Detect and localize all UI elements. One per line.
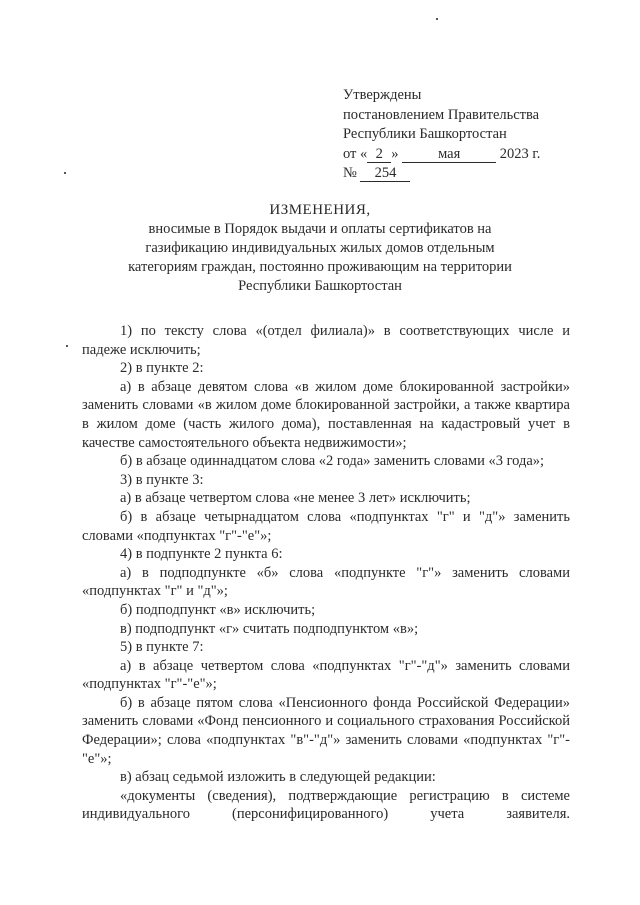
- paragraph: 5) в пункте 7:: [120, 639, 204, 656]
- approval-line: постановлением Правительства: [343, 106, 540, 123]
- paragraph: 1) по тексту слова «(отдел филиала)» в соответствующих числе и падеже исключить;: [82, 323, 570, 358]
- date-month: мая: [402, 147, 496, 163]
- document-title: ИЗМЕНЕНИЯ,: [269, 202, 371, 218]
- number-prefix: №: [343, 165, 357, 181]
- paragraph: б) в абзаце одиннадцатом слова «2 года» заменить словами «3 года»;: [120, 453, 545, 470]
- number-value: 254: [360, 166, 410, 182]
- approval-number: [343, 164, 540, 184]
- paragraph: а) в абзаце четвертом слова «не менее 3 лет» исключить;: [120, 490, 471, 507]
- paragraph: «документы (сведения), подтверждающие регистрацию в системе индивидуального (персонифицированного) учета заявителя.: [82, 787, 570, 823]
- date-mid: »: [391, 145, 399, 162]
- paragraph: б) подподпункт «в» исключить;: [120, 601, 316, 618]
- subtitle-line: категориям граждан, постоянно проживающим на территории: [128, 259, 512, 275]
- date-prefix: от «: [343, 145, 368, 162]
- subtitle-line: газификацию индивидуальных жилых домов отдельным: [145, 240, 495, 256]
- approval-line: Республики Башкортостан: [343, 126, 507, 142]
- date-year: 2023 г.: [499, 145, 541, 162]
- paragraph: б) в абзаце четырнадцатом слова «подпунктах "г" и "д"» заменить словами «подпунктах "г"-"е"»;: [82, 508, 570, 544]
- approval-line: Утверждены: [343, 87, 422, 103]
- paragraph: 4) в подпункте 2 пункта 6:: [120, 546, 283, 563]
- date-day: 2: [367, 147, 391, 163]
- document-body: [82, 322, 570, 824]
- approval-date: [343, 145, 540, 165]
- approval-block: [343, 86, 540, 184]
- document-subtitle: [100, 220, 540, 296]
- subtitle-line: вносимые в Порядок выдачи и оплаты сертификатов на: [148, 221, 492, 237]
- scan-speck: [64, 172, 66, 174]
- paragraph: 3) в пункте 3:: [120, 471, 204, 488]
- scan-speck: [436, 18, 438, 20]
- paragraph: 2) в пункте 2:: [120, 360, 204, 377]
- paragraph: а) в подподпункте «б» слова «подпункте "г"» заменить словами «подпунктах "г" и "д"»;: [82, 564, 570, 600]
- paragraph: а) в абзаце четвертом слова «подпунктах "г"-"д"» заменить словами «подпунктах "г"-"е"»;: [82, 657, 570, 693]
- paragraph: в) подподпункт «г» считать подподпунктом «в»;: [120, 620, 419, 637]
- paragraph: б) в абзаце пятом слова «Пенсионного фонда Российской Федерации» заменить словами «Фонд пенсионного и социального страхования Российской Федерации»; слова «подпунктах "в"-"д"» заменить словами «подпунктах "г"-"е"»;: [82, 694, 570, 767]
- paragraph: в) абзац седьмой изложить в следующей редакции:: [120, 769, 436, 786]
- subtitle-line: Республики Башкортостан: [238, 278, 402, 294]
- paragraph: а) в абзаце девятом слова «в жилом доме блокированной застройки» заменить словами «в жилом доме блокированной застройки, а также квартира в жилом доме (часть жилого дома), поставленная на кадастровый учет в качестве самостоятельного объекта недвижимости»;: [82, 378, 570, 451]
- scan-speck: [66, 345, 68, 347]
